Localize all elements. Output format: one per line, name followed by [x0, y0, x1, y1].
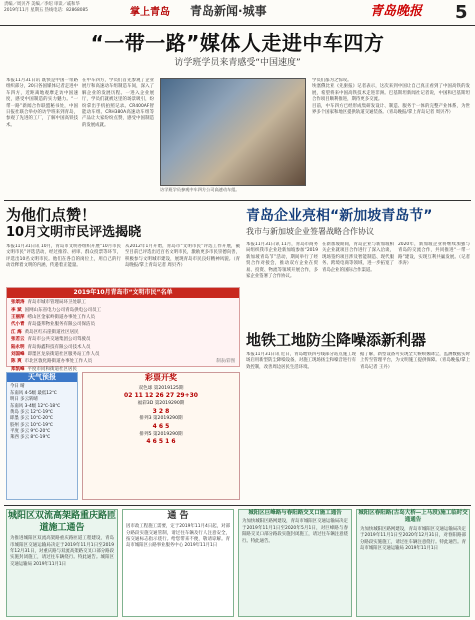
weather-line: 平度 多云 9℃-20℃	[10, 429, 51, 435]
notice-title: 城阳区春阳路(古岛大桥—上马段)施工临时交通通告	[358, 510, 468, 524]
civil-list-name: 刘国峰	[11, 352, 25, 358]
civil-list-org: 青岛市城市管理局环卫处职工	[27, 300, 86, 306]
civil-list-name: 陆永明	[11, 344, 25, 350]
enterprise-column-2: 在新加坡期间，青岛企业与新加坡相关企业就项目合作进行了深入洽谈，现场签约项目涉及智能制造、现代服务、跨境电商等领域，进一步拓宽了青岛企业的国际合作渠道。	[322, 242, 394, 273]
enterprise-subtitle: 我市与新加坡企业签署战略合作协议	[246, 227, 374, 236]
civil-list-org: 青岛市公共交通集团公司驾驶员	[27, 337, 91, 343]
civil-list-row	[11, 299, 235, 306]
notice-body: 因市政工程施工需要，定于2019年11月4日起，对部分路段实施交通管制，请过往车辆及行人注意安全，按交通标志指示绕行。给您带来不便，敬请谅解。青岛市城阳区公路事业服务中心 2019年11月1日	[126, 524, 230, 549]
weather-title: 天气预报	[7, 373, 77, 382]
lead-column-1: 本报11月31日讯 既快是中国一带路组织部分，20日各国媒体记者走进中车四方，近距离地观摩走访中国速度，感受中国制造的实力魅力。“一带一路”新闻合作联盟秘书处，中国日报社联合举办的访学班来到青岛，参观了先进的工厂，了解中国高铁技术。	[6, 78, 78, 128]
civil-list-org: 黄岛区红石崖街道社区居民	[24, 329, 79, 335]
civil-list-title: 2019年10月青岛市“文明市民”名单	[7, 288, 239, 298]
civil-list-org: 国网山东省电力公司青岛供电公司员工	[24, 307, 102, 313]
weather-line: 莱西 多云 8℃-19℃	[10, 435, 51, 441]
weather-box	[6, 372, 78, 500]
page-number: 5	[455, 2, 468, 23]
section-sub-label: 城事	[242, 4, 267, 18]
civil-list-row	[11, 307, 235, 314]
notice-box	[122, 509, 234, 617]
lead-subhead: 访学班学员来青感受“中国速度”	[174, 58, 301, 68]
civil-list-footer: 制表/彩图	[216, 359, 235, 365]
weather-line: 今日 晴	[10, 384, 25, 390]
civil-list-name: 李 斌	[11, 307, 22, 313]
lottery-line: 02 11 12 26 27 29+30	[124, 392, 198, 400]
section-divider	[4, 200, 471, 201]
lottery-line: 双色球 第2019125期	[138, 385, 184, 391]
civil-list-name: 张颂涛	[11, 300, 25, 306]
section-label: 青岛新闻	[190, 4, 239, 18]
weather-line: 东南风 3-4级 12℃-18℃	[10, 403, 61, 409]
notice-title: 城阳区双流高架路重庆路匝道施工通告	[7, 511, 116, 534]
lottery-line: 4 6 5	[152, 423, 170, 431]
lead-column-2: 在中车四方，学员们首先参观了企业展厅和高速动车组制造车间，深入了解企业的发展历程。一进入企业展厅，学员们就被这里的场景吸引，纷纷拿出手机拍照记录。CR400AF智能动车组、CRH380A高速动车组等产品让大家纷纷点赞，感受中国制造的发展成就。	[82, 78, 154, 128]
civil-list-org: 市北区敦化路街道办事处工作人员	[24, 359, 93, 365]
newspaper-brand: 青岛晚报	[370, 4, 423, 19]
notice-body: 为推进城阳区双流高架路重庆路匝道工程建设，青岛市城阳区交通运输局决定于2019年11月1日至2019年12月31日，对重庆路与双流高架路交叉口部分路段实施封闭施工，请过往车辆绕行。特此通告。城阳区交通运输局 2019年11月1日	[10, 536, 114, 567]
weather-line: 胶州 多云 10℃-19℃	[10, 422, 53, 428]
civil-list-name: 江 海	[11, 329, 22, 335]
header-line: 责编／周贝齐 美编／李绍 审读／戚和华	[4, 2, 80, 7]
weather-line: 即墨 多云 10℃-20℃	[10, 416, 53, 422]
lottery-line: 福彩3D 第2019290期	[137, 401, 185, 407]
civil-list-row	[11, 351, 235, 358]
lottery-line: 3 2 8	[152, 407, 170, 415]
lottery-line: 排列5 第2019290期	[139, 431, 183, 437]
civil-subtitle: 10月文明市民评选揭晓	[6, 225, 142, 240]
subway-column-2: 据了解，新型设备可实现全天候喷雾降尘，监测数据实时上传至管理平台，为文明施工提供保障。（青岛晚报/掌上青岛记者 王丹）	[360, 352, 470, 370]
enterprise-column-1: 本报11月31日讯 11月，青岛市商务局组织我市企业赴新加坡参加“2019新加坡青岛节”活动，期间举行了经贸合作对接会，推动双方企业在贸易、投资、物流等领域开展合作，多家企业签署了合作协议。	[246, 242, 318, 279]
notice-title: 通 告	[167, 511, 189, 521]
notice-box	[356, 509, 470, 617]
lead-column-3: 学员们都为之惊叹。 埃塞俄比亚《先驱报》记者表示，这次来到中国让自己真正看到了中国高铁的发展，希望将来中国高铁技术走进非洲。巴基斯坦新闻社记者说，中国和巴基斯坦合作项目顺利推进，期待更多交流。 目前，中车四方已经形成集研发设计、制造、服务于一体的完整产业体系，为世界多个国家和地区提供轨道交通装备。（青岛晚报/掌上青岛记者 周贝齐）	[312, 78, 470, 115]
lottery-line: 4 6 5 1 6	[146, 438, 176, 446]
civil-list-name: 代小青	[11, 322, 25, 328]
bottom-divider	[4, 505, 471, 506]
weather-line: 明日 多云转晴	[10, 397, 38, 403]
lottery-title: 彩票开奖	[145, 373, 177, 382]
subway-title: 地铁工地防尘降噪添新利器	[246, 331, 427, 349]
lead-headline: “一带一路”媒体人走进中车四方	[90, 31, 385, 55]
civil-list-org: 即墨区龙泉街道社区服务站工作人员	[27, 352, 100, 358]
enterprise-title: 青岛企业亮相“新加坡青岛节”	[246, 208, 433, 224]
subway-column-1: 本报11月31日讯 近日，青岛地铁四号线部分站点施工现场启用新型防尘降噪设备，对施工现场扬尘和噪音进行有效控制，改善周边居民生活环境。	[246, 352, 356, 370]
notice-box	[238, 509, 352, 617]
civil-list-org: 崂山区金家岭街道办事处工作人员	[27, 314, 95, 320]
civil-title: 为他们点赞！	[6, 206, 97, 224]
civil-list-name: 王丽萍	[11, 314, 25, 320]
civil-list-row	[11, 321, 235, 328]
app-logo: 掌上青岛	[130, 7, 170, 18]
civil-list-org: 平度市同和街道社区居民	[27, 366, 77, 372]
civil-list-row	[11, 336, 235, 343]
civil-list-name: 张若云	[11, 337, 25, 343]
civil-column-1: 本报11月31日讯 10月，青岛市文明办组织开展“10月市民文明市民”评选活动，经过推荐、初审、群众投票等环节，评选出10名文明市民。他们在各自的岗位上，用自己的行动诠释着文明的内涵，传递着正能量。	[6, 244, 121, 269]
weather-line: 黄岛 多云 12℃-19℃	[10, 409, 53, 415]
civil-list-row	[11, 358, 235, 365]
civil-list-row	[11, 344, 235, 351]
civil-name-list	[6, 287, 240, 372]
lottery-box	[82, 372, 240, 500]
civil-column-2: 从2012年1月开始，青岛市“文明市民”评选工作开展，截至目前已评选出近百名文明市民，激励更多市民崇德向善，积极参与文明城市建设，展现青岛市民良好精神风貌。（青岛晚报/掌上青岛记者 周贝齐）	[125, 244, 240, 269]
lead-photo	[160, 78, 306, 186]
notice-box	[6, 509, 118, 617]
civil-list-row	[11, 314, 235, 321]
notice-body: 为加快城阳区路网建设，青岛市城阳区交通运输局决定于2019年11月1日至2020年5月1日，对巨峰路与春阳路交叉口部分路段实施封闭施工，请过往车辆注意绕行。特此通告。	[242, 519, 348, 544]
page-header	[0, 0, 475, 26]
header-credits	[4, 2, 88, 14]
header-line: 2019年11月 星期五 热线电话：82868085	[4, 8, 88, 14]
civil-list-org: 青岛海鑫科技有限公司技术人员	[27, 344, 91, 350]
lead-photo-caption: 访学班学员参观中车四方公司高速动车组。	[160, 187, 240, 192]
civil-list-name: 陈 爽	[11, 359, 22, 365]
notice-title: 城阳区巨峰路与春阳路交叉口施工通告	[248, 510, 342, 516]
section-name: 青岛新闻·城事	[190, 4, 267, 18]
civil-list-name: 郑凯峰	[11, 366, 25, 372]
lottery-line: 排列3 第2019290期	[139, 416, 183, 422]
weather-line: 东南风 4-5级 最低12℃	[10, 390, 57, 396]
civil-list-org: 青岛盛邦物业服务有限公司保洁员	[27, 322, 95, 328]
enterprise-column-3: 2020年，新加坡企业将继续加强与青岛的交流合作，共同推进“一带一路”建设，实现互利共赢发展。（记者 李涛）	[398, 242, 470, 267]
notice-body: 为加快城阳区路网建设，青岛市城阳区交通运输局决定于2019年11月1日至2020年12月31日，对春阳路部分路段实施施工，请过往车辆注意绕行。特此通告。青岛市城阳区交通运输局 2019年11月1日	[360, 526, 466, 551]
civil-list-row	[11, 329, 235, 336]
